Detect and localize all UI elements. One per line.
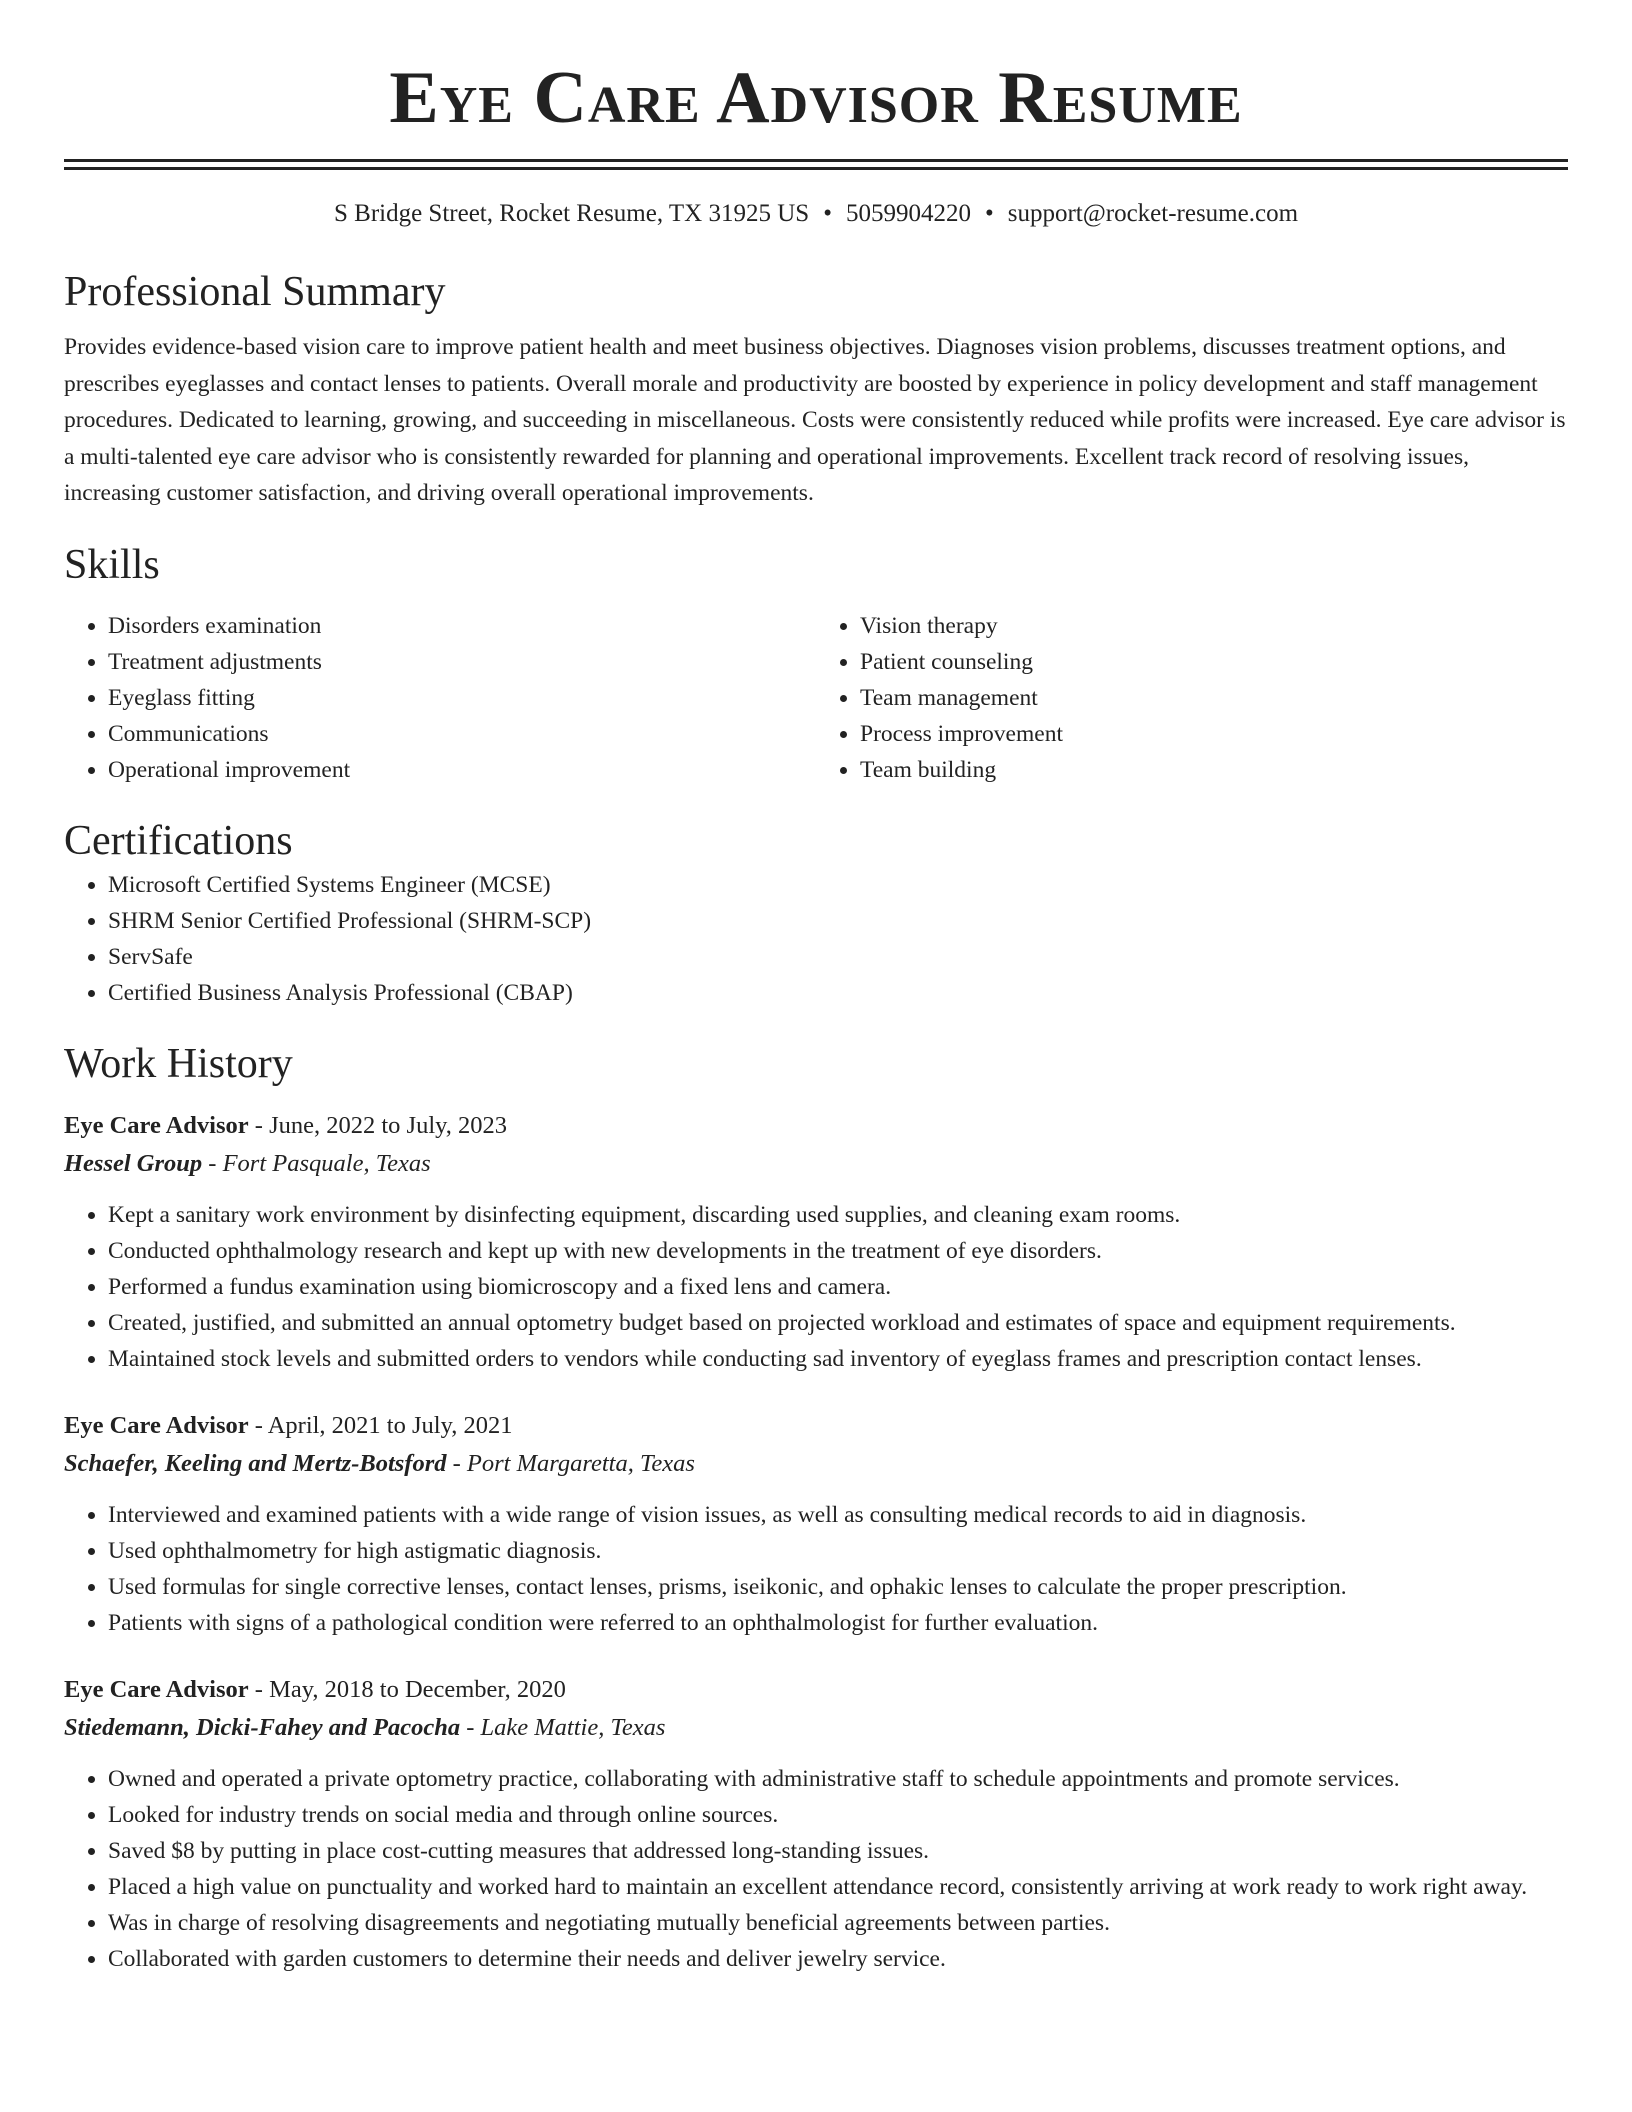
job-bullet: • Kept a sanitary work environment by disinfecting equipment, discarding used supplies, and cleaning exam rooms. [108,1197,1568,1233]
job-bullets [64,1761,1568,1977]
job-bullet: • Patients with signs of a pathological condition were referred to an ophthalmologist for further evaluation. [108,1605,1568,1641]
job-bullets [64,1497,1568,1641]
job-entry [64,1107,1568,1377]
job-company-line [64,1445,1568,1483]
skills-list-right [816,608,1568,788]
job-title: Eye Care Advisor [64,1675,249,1703]
skills-column-left [64,608,816,788]
job-dates: - May, 2018 to December, 2020 [254,1675,566,1703]
job-entry [64,1407,1568,1641]
job-company: Stiedemann, Dicki-Fahey and Pacocha [64,1713,461,1741]
contact-separator: • [823,200,832,228]
job-bullet: • Performed a fundus examination using biomicroscopy and a fixed lens and camera. [108,1269,1568,1305]
job-title-line [64,1671,1568,1709]
summary-text: Provides evidence-based vision care to improve patient health and meet business objectives. Diagnoses vision problems, discusses treatment options, and prescribes eyeglasses and contact lenses to patients. Overall morale and productivity are boosted by experience in policy development and staff management procedures. Dedicated to learning, growing, and succeeding in miscellaneous. Costs were consistently reduced while profits were increased. Eye care advisor is a multi-talented eye care advisor who is consistently rewarded for planning and operational improvements. Excellent track record of resolving issues, increasing customer satisfaction, and driving overall operational improvements. [64,334,1566,507]
summary-heading: Professional Summary [64,268,446,315]
contact-separator: • [984,200,994,228]
job-location: - Lake Mattie, Texas [466,1713,666,1741]
job-title-line [64,1407,1568,1445]
job-company-line [64,1709,1568,1747]
certifications-list [64,867,1568,1011]
skill-item: • Communications [108,716,816,752]
job-bullet: • Conducted ophthalmology research and kept up with new developments in the treatment of eye disorders. [108,1233,1568,1269]
job-dates: - April, 2021 to July, 2021 [254,1411,513,1439]
job-company: Hessel Group [64,1149,203,1177]
skill-item: • Patient counseling [860,644,1568,680]
job-bullet: • Placed a high value on punctuality and worked hard to maintain an excellent attendance record, consistently arriving at work ready to work right away. [108,1869,1568,1905]
contact-email: support@rocket-resume.com [1007,200,1299,228]
job-bullet: • Was in charge of resolving disagreements and negotiating mutually beneficial agreements between parties. [108,1905,1568,1941]
job-bullet: • Owned and operated a private optometry practice, collaborating with administrative staff to schedule appointments and promote services. [108,1761,1568,1797]
title-double-rule [64,159,1568,170]
job-location: - Port Margaretta, Texas [452,1449,695,1477]
job-entry [64,1671,1568,1977]
job-bullet: • Created, justified, and submitted an annual optometry budget based on projected workload and estimates of space and equipment requirements. [108,1305,1568,1341]
skill-item: • Eyeglass fitting [108,680,816,716]
page-title: Eye Care Advisor Resume [389,57,1243,139]
job-location: - Fort Pasquale, Texas [208,1149,431,1177]
contact-address: S Bridge Street, Rocket Resume, TX 31925 US [333,200,810,228]
certification-item: • SHRM Senior Certified Professional (SHRM-SCP) [108,903,1568,939]
job-bullet: • Saved $8 by putting in place cost-cutting measures that addressed long-standing issues. [108,1833,1568,1869]
skill-item: • Process improvement [860,716,1568,752]
skills-grid [64,608,1568,788]
job-dates: - June, 2022 to July, 2023 [254,1111,508,1139]
skill-item: • Operational improvement [108,752,816,788]
job-bullets [64,1197,1568,1377]
certification-item: • Microsoft Certified Systems Engineer (MCSE) [108,867,1568,903]
contact-phone: 5059904220 [845,200,971,228]
skills-column-right [816,608,1568,788]
skill-item: • Vision therapy [860,608,1568,644]
certifications-heading: Certifications [64,818,293,865]
job-bullet: • Interviewed and examined patients with a wide range of vision issues, as well as consulting medical records to aid in diagnosis. [108,1497,1568,1533]
skills-heading: Skills [64,541,160,588]
skill-item: • Treatment adjustments [108,644,816,680]
skills-list-left [64,608,816,788]
job-bullet: • Maintained stock levels and submitted orders to vendors while conducting sad inventory of eyeglass frames and prescription contact lenses. [108,1341,1568,1377]
job-bullet: • Used formulas for single corrective lenses, contact lenses, prisms, iseikonic, and ophakic lenses to calculate the proper prescription. [108,1569,1568,1605]
job-company-line [64,1145,1568,1183]
certification-item: • Certified Business Analysis Professional (CBAP) [108,975,1568,1011]
job-bullet: • Looked for industry trends on social media and through online sources. [108,1797,1568,1833]
job-title: Eye Care Advisor [64,1111,249,1139]
job-bullet: • Collaborated with garden customers to determine their needs and deliver jewelry service. [108,1941,1568,1977]
job-company: Schaefer, Keeling and Mertz-Botsford [64,1449,447,1477]
work-history-heading: Work History [64,1040,293,1087]
contact-line [64,198,1568,231]
job-title: Eye Care Advisor [64,1411,249,1439]
certification-item: • ServSafe [108,939,1568,975]
skill-item: • Team building [860,752,1568,788]
skill-item: • Team management [860,680,1568,716]
skill-item: • Disorders examination [108,608,816,644]
job-title-line [64,1107,1568,1145]
job-bullet: • Used ophthalmometry for high astigmatic diagnosis. [108,1533,1568,1569]
